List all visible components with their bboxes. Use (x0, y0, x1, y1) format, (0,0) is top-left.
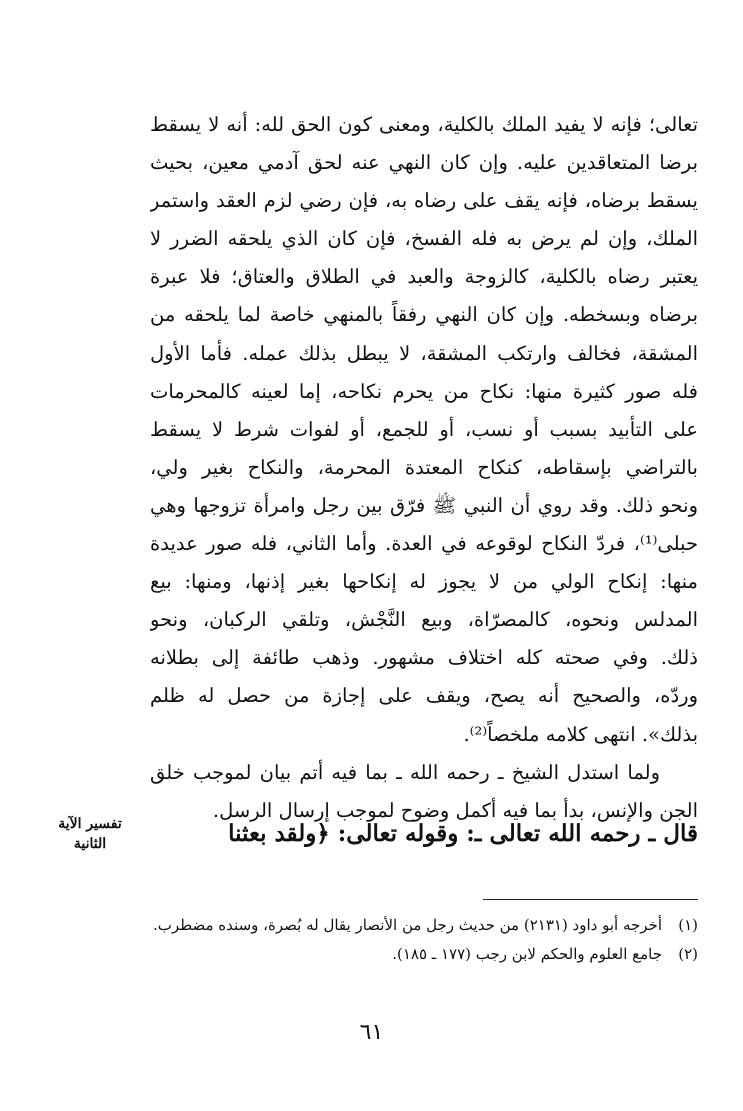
text-line: تعالى؛ فإنه لا يفيد الملك بالكلية، ومعنى كون الحق لله: أنه لا يسقط (150, 113, 698, 136)
margin-note-line-1: تفسير الآية (58, 816, 122, 832)
page-number: ٦١ (359, 1020, 384, 1045)
text-line: منها: إنكاح الولي من لا يجوز له إنكاحها بغير إذنها، ومنها: بيع (150, 570, 698, 594)
footnote-text: أخرجه أبو داود (٢١٣١) من حديث رجل من الأنصار يقال له بُصرة، وسنده مضطرب. (153, 916, 662, 934)
text-line: المشقة، فخالف وارتكب المشقة، لا يبطل بذلك عمله. فأما الأول (150, 341, 698, 365)
main-text-block (150, 106, 698, 830)
text-line: ولما استدل الشيخ ـ رحمه الله ـ بما فيه أتم بيان لموجب خلق (150, 760, 660, 784)
margin-note-line-2: الثانية (73, 836, 107, 852)
text-line: فله صور كثيرة منها: نكاح من يحرم نكاحه، إما لعينه كالمحرمات (150, 379, 698, 403)
text-line: الجن والإنس، بدأ بما فيه أكمل وضوح لموجب إرسال الرسل. (212, 798, 698, 822)
text-line: يسقط برضاه، فإنه يقف على رضاه به، فإن رضي لزم العقد واستمر (150, 189, 698, 213)
text-line: على التأبيد بسبب أو نسب، أو للجمع، أو لفوات شرط لا يسقط (150, 417, 698, 441)
margin-note (40, 814, 140, 854)
footnote-number: (٢) (678, 945, 698, 963)
text-line: ذلك. وفي صحته كله اختلاف مشهور. وذهب طائفة إلى بطلانه (150, 646, 698, 670)
footnote-item (150, 941, 698, 968)
footnotes (150, 912, 698, 970)
text-line: حبلى⁽¹⁾، فردّ النكاح لوقوعه في العدة. وأما الثاني، فله صور عديدة (150, 532, 698, 556)
text-line: بذلك». انتهى كلامه ملخصاً⁽²⁾. (463, 722, 698, 746)
footnote-number: (١) (678, 916, 698, 934)
text-line: يعتبر رضاه بالكلية، كالزوجة والعبد في الطلاق والعتاق؛ فلا عبرة (150, 265, 698, 289)
text-line: برضا المتعاقدين عليه. وإن كان النهي عنه لحق آدمي معين، بحيث (150, 151, 698, 175)
text-line: وردّه، والصحيح أنه يصح، ويقف على إجازة من حصل له ظلم (150, 684, 698, 708)
footnote-divider (483, 899, 698, 900)
footnote-text: جامع العلوم والحكم لابن رجب (١٧٧ ـ ١٨٥). (392, 945, 662, 963)
text-line: بالتراضي بإسقاطه، كنكاح المعتدة المحرمة، والنكاح بغير ولي، (150, 455, 698, 479)
text-line: المدلس ونحوه، كالمصرّاة، وبيع النَّجْش، وتلقي الركبان، ونحو (150, 608, 698, 632)
text-line: الملك، وإن لم يرض به فله الفسخ، فإن كان الذي يلحقه الضرر لا (150, 227, 698, 251)
footnote-item (150, 912, 698, 939)
text-line: ونحو ذلك. وقد روي أن النبي ﷺ فرّق بين رجل وامرأة تزوجها وهي (150, 493, 698, 517)
text-line: برضاه وبسخطه. وإن كان النهي رفقاً بالمنهي خاصة لما يلحقه من (150, 303, 698, 327)
section-heading: قال ـ رحمه الله تعالى ـ: وقوله تعالى: ﴿ولقد بعثنا (228, 820, 698, 847)
